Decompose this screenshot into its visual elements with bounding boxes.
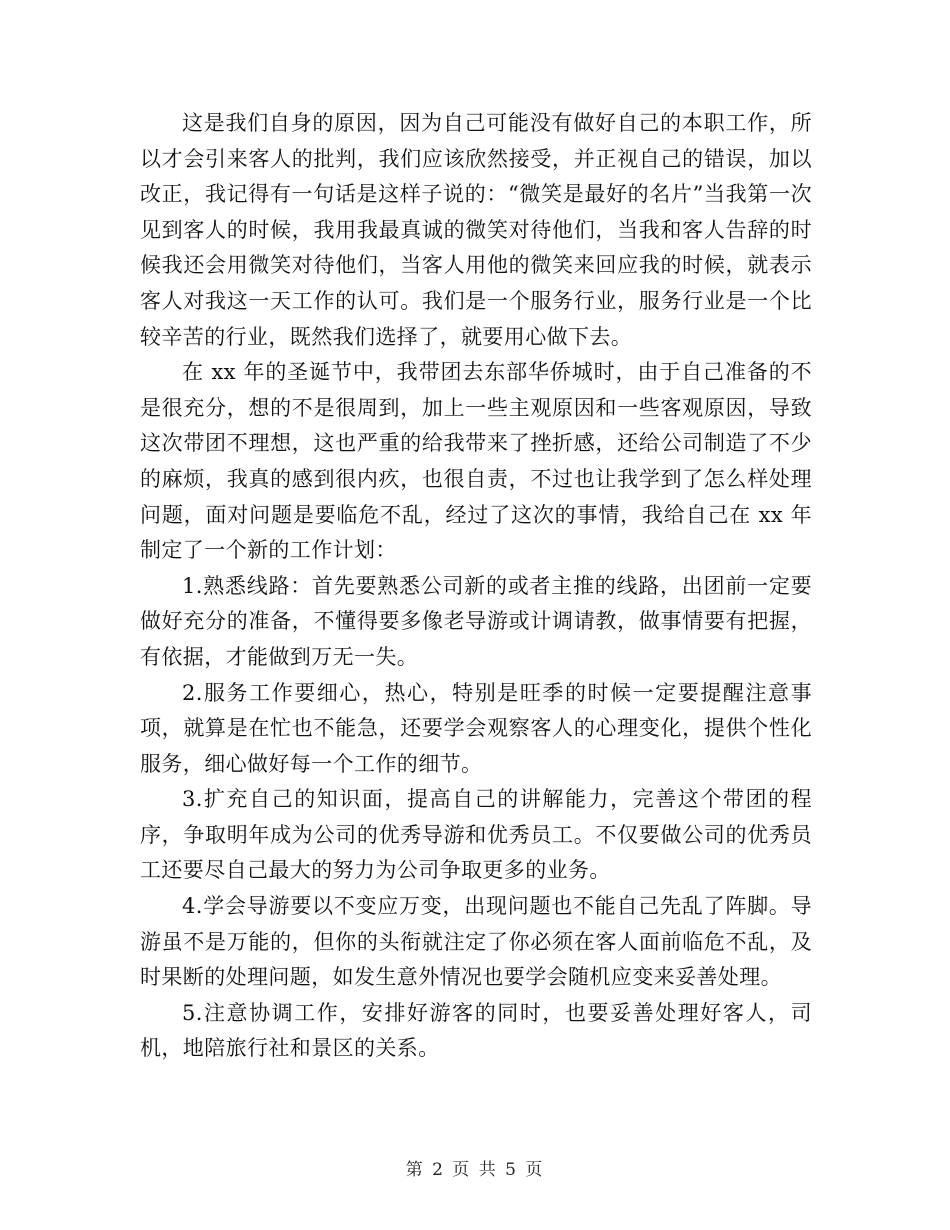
plan-item-3: 3.扩充自己的知识面，提高自己的讲解能力，完善这个带团的程序，争取明年成为公司的优秀导游和优秀员工。不仅要做公司的优秀员工还要尽自己最大的努力为公司争取更多的业务。 [140, 787, 812, 883]
page-number-footer: 第 2 页 共 5 页 [405, 1160, 545, 1180]
document-body [140, 106, 812, 1067]
plan-item-4: 4.学会导游要以不变应万变，出现问题也不能自己先乱了阵脚。导游虽不是万能的，但你的头衔就注定了你必须在客人面前临危不乱，及时果断的处理问题，如发生意外情况也要学会随机应变来妥善处理。 [140, 894, 812, 990]
plan-item-2: 2.服务工作要细心，热心，特别是旺季的时候一定要提醒注意事项，就算是在忙也不能急，还要学会观察客人的心理变化，提供个性化服务，细心做好每一个工作的细节。 [140, 680, 812, 776]
paragraph-intro: 这是我们自身的原因，因为自己可能没有做好自己的本职工作，所以才会引来客人的批判，我们应该欣然接受，并正视自己的错误，加以改正，我记得有一句话是这样子说的：“微笑是最好的名片”当我第一次见到客人的时候，我用我最真诚的微笑对待他们，当我和客人告辞的时候我还会用微笑对待他们，当客人用他的微笑来回应我的时候，就表示客人对我这一天工作的认可。我们是一个服务行业，服务行业是一个比较辛苦的行业，既然我们选择了，就要用心做下去。 [140, 111, 812, 349]
plan-item-5: 5.注意协调工作，安排好游客的同时，也要妥善处理好客人，司机，地陪旅行社和景区的关系。 [140, 1000, 812, 1061]
paragraph-christmas: 在 xx 年的圣诞节中，我带团去东部华侨城时，由于自己准备的不是很充分，想的不是很周到，加上一些主观原因和一些客观原因，导致这次带团不理想，这也严重的给我带来了挫折感，还给公司制造了不少的麻烦，我真的感到很内疚，也很自责，不过也让我学到了怎么样处理问题，面对问题是要临危不乱，经过了这次的事情，我给自己在 xx 年制定了一个新的工作计划： [140, 360, 812, 563]
plan-item-1: 1.熟悉线路：首先要熟悉公司新的或者主推的线路，出团前一定要做好充分的准备，不懂得要多像老导游或计调请教，做事情要有把握，有依据，才能做到万无一失。 [140, 573, 812, 669]
